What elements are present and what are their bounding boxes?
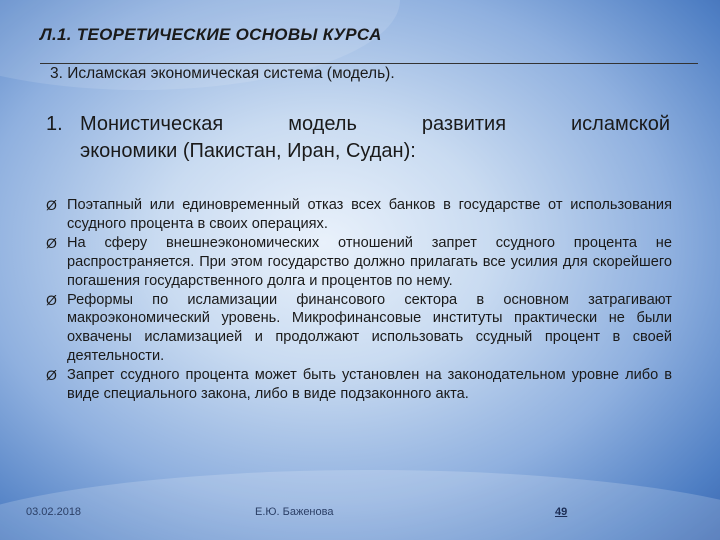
arrow-bullet-icon: Ø (46, 367, 57, 384)
background-wave (0, 470, 720, 540)
arrow-bullet-icon: Ø (46, 197, 57, 213)
bullet-text: Запрет ссудного процента может быть установлен на законодательном уровне либо в виде специального закона, либо в виде подзаконного акта. (67, 367, 672, 403)
footer-page-number[interactable]: 49 (555, 506, 568, 518)
bullet-text: Поэтапный или единовременный отказ всех банков в государстве от использования ссудного процента в своих операциях. (67, 197, 672, 232)
bullet-list (46, 196, 672, 404)
arrow-bullet-icon: Ø (46, 234, 57, 251)
footer-author: Е.Ю. Баженова (255, 506, 334, 518)
bullet-item (46, 366, 672, 404)
bullet-item (46, 234, 672, 291)
header-divider (40, 63, 698, 64)
numbered-point (46, 111, 670, 165)
bullet-item (46, 291, 672, 367)
slide-header-title: Л.1. ТЕОРЕТИЧЕСКИЕ ОСНОВЫ КУРСА (40, 25, 382, 44)
arrow-bullet-icon: Ø (46, 291, 57, 308)
bullet-text: На сферу внешнеэкономических отношений запрет ссудного процента не распространяется. При этом государство должно прилагать все усилия для скорейшего погашения государственного долга и процентов по нему. (67, 234, 672, 289)
footer-date: 03.02.2018 (26, 506, 82, 518)
point-text-line-2: экономики (Пакистан, Иран, Судан): (80, 140, 416, 162)
point-text (80, 111, 670, 165)
bullet-text: Реформы по исламизации финансового сектора в основном затрагивают макроэкономический уровень. Микрофинансовые институты практически не были охвачены исламизацией и продолжают использовать ссудный процент в своей деятельности. (67, 291, 672, 365)
slide-subtitle: 3. Исламская экономическая система (модель). (50, 65, 395, 82)
point-text-line-1: Монистическая модель развития исламской (80, 113, 670, 135)
bullet-item (46, 196, 672, 234)
point-number: 1. (46, 113, 63, 135)
